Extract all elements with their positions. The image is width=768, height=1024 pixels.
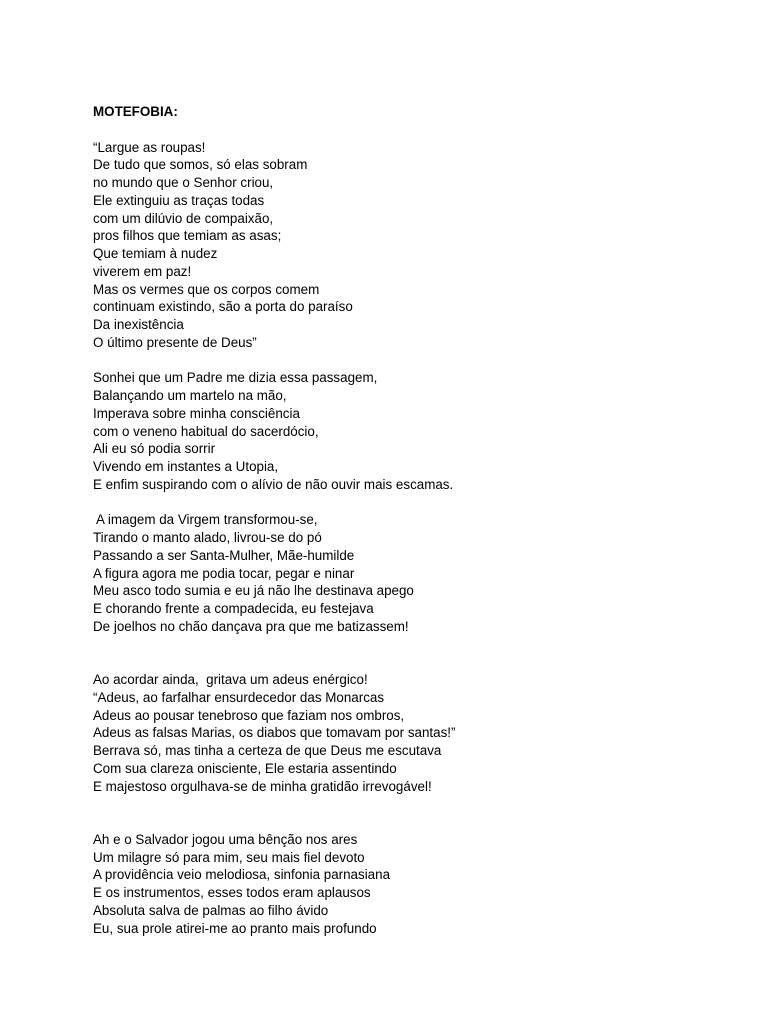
poem-line: continuam existindo, são a porta do paraíso bbox=[93, 299, 353, 315]
poem-line: com o veneno habitual do sacerdócio, bbox=[93, 423, 319, 439]
poem-line: Imperava sobre minha consciência bbox=[93, 405, 300, 421]
poem-line: Ao acordar ainda, gritava um adeus enérgico! bbox=[93, 672, 368, 687]
poem-line: O último presente de Deus” bbox=[93, 334, 257, 350]
stanza-3 bbox=[93, 511, 733, 635]
stanza-2 bbox=[93, 369, 733, 493]
stanza-1 bbox=[93, 139, 733, 352]
blank-line bbox=[93, 494, 733, 512]
poem-title: MOTEFOBIA: bbox=[93, 104, 178, 119]
poem-line: De tudo que somos, só elas sobram bbox=[93, 157, 308, 173]
poem-body bbox=[93, 103, 733, 937]
poem-line: viverem em paz! bbox=[93, 263, 192, 279]
poem-line: “Largue as roupas! bbox=[93, 139, 206, 155]
blank-line bbox=[93, 121, 733, 139]
poem-line: Ele extinguiu as traças todas bbox=[93, 192, 265, 208]
poem-line: Balançando um martelo na mão, bbox=[93, 388, 287, 403]
poem-line: Absoluta salva de palmas ao filho ávido bbox=[93, 902, 329, 918]
poem-line: De joelhos no chão dançava pra que me batizassem! bbox=[93, 618, 409, 634]
poem-line: A imagem da Virgem transformou-se, bbox=[93, 512, 318, 528]
blank-line bbox=[93, 795, 733, 813]
poem-line: Passando a ser Santa-Mulher, Mãe-humilde bbox=[93, 547, 355, 563]
poem-line: “Adeus, ao farfalhar ensurdecedor das Monarcas bbox=[93, 689, 385, 705]
stanza-5 bbox=[93, 831, 733, 938]
poem-line: pros filhos que temiam as asas; bbox=[93, 228, 282, 244]
poem-line: E majestoso orgulhava-se de minha gratidão irrevogável! bbox=[93, 778, 432, 794]
poem-line: Um milagre só para mim, seu mais fiel devoto bbox=[93, 849, 365, 865]
stanza-4 bbox=[93, 671, 733, 795]
poem-line: Da inexistência bbox=[93, 317, 184, 332]
poem-line: Adeus ao pousar tenebroso que faziam nos ombros, bbox=[93, 707, 405, 723]
poem-line: no mundo que o Senhor criou, bbox=[93, 175, 274, 190]
poem-line: Com sua clareza onisciente, Ele estaria assentindo bbox=[93, 760, 397, 776]
poem-line: A providência veio melodiosa, sinfonia parnasiana bbox=[93, 867, 391, 883]
poem-line: E enfim suspirando com o alívio de não ouvir mais escamas. bbox=[93, 476, 454, 492]
blank-line bbox=[93, 813, 733, 831]
poem-line: Que temiam à nudez bbox=[93, 246, 218, 261]
poem-line: Tirando o manto alado, livrou-se do pó bbox=[93, 530, 322, 545]
poem-line: A figura agora me podia tocar, pegar e ninar bbox=[93, 565, 355, 581]
poem-line: Sonhei que um Padre me dizia essa passagem, bbox=[93, 370, 378, 386]
poem-line: com um dilúvio de compaixão, bbox=[93, 210, 274, 226]
poem-line: Meu asco todo sumia e eu já não lhe destinava apego bbox=[93, 583, 414, 599]
poem-line: Ali eu só podia sorrir bbox=[93, 441, 216, 457]
poem-line: Adeus as falsas Marias, os diabos que tomavam por santas!” bbox=[93, 725, 456, 741]
poem-line: E chorando frente a compadecida, eu festejava bbox=[93, 601, 374, 616]
blank-line bbox=[93, 636, 733, 654]
poem-line: Mas os vermes que os corpos comem bbox=[93, 281, 320, 297]
blank-line bbox=[93, 352, 733, 370]
poem-line: Berrava só, mas tinha a certeza de que Deus me escutava bbox=[93, 743, 442, 758]
poem-line: Eu, sua prole atirei-me ao pranto mais profundo bbox=[93, 920, 377, 936]
poem-line: E os instrumentos, esses todos eram aplausos bbox=[93, 885, 371, 900]
poem-line: Vivendo em instantes a Utopia, bbox=[93, 459, 279, 474]
blank-line bbox=[93, 653, 733, 671]
poem-line: Ah e o Salvador jogou uma bênção nos ares bbox=[93, 831, 358, 847]
